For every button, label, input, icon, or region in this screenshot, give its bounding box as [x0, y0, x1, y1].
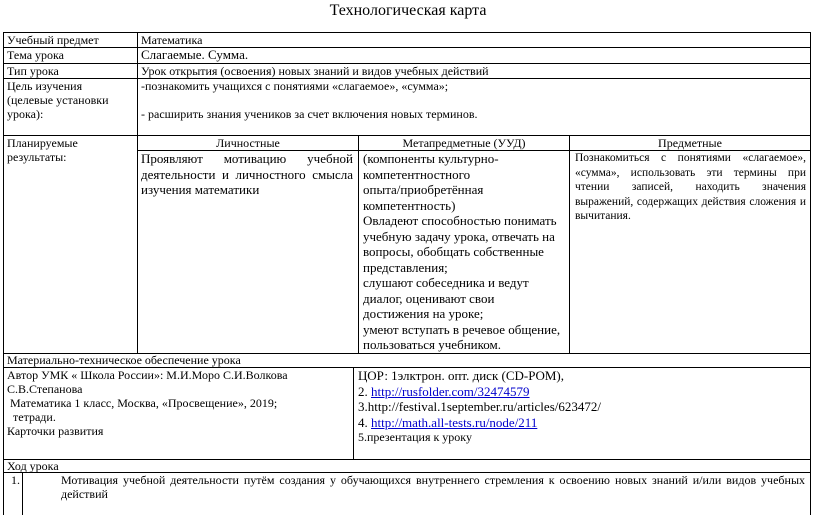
- meta-line: пользоваться учебником.: [363, 337, 501, 352]
- course-item-number: 1.: [11, 473, 20, 487]
- meta-line: Овладеют способностью понимать: [363, 213, 557, 228]
- subject-value: Математика: [141, 33, 203, 47]
- goal-line: -познакомить учащихся с понятиями «слагаемое», «сумма»;: [141, 79, 449, 93]
- meta-line: слушают собеседника и ведут: [363, 275, 529, 290]
- goal-label: [4, 79, 137, 121]
- materials-right-line: ЦОР: 1элктрон. опт. диск (CD-POM),: [358, 368, 564, 383]
- meta-line: достижения на уроке;: [363, 306, 484, 321]
- materials-right-line: 3.http://festival.1september.ru/articles/623472/: [358, 399, 601, 414]
- materials-left: [4, 368, 353, 438]
- materials-left-line: Математика 1 класс, Москва, «Просвещение», 2019;: [7, 396, 278, 410]
- materials-right-line: [358, 384, 807, 400]
- results-label: [4, 136, 137, 164]
- personal-results: Проявляют мотивацию учебной деятельности и личностного смысла изучения математики: [141, 151, 353, 197]
- meta-line: диалог, оценивают свои: [363, 290, 495, 306]
- header-subject: Предметные: [658, 136, 722, 150]
- materials-left-line: Автор УМК « Школа России»: М.И.Моро С.И.Волкова: [7, 368, 288, 382]
- goal-line: - расширить знания учеников за счет включения новых терминов.: [141, 107, 478, 121]
- header-meta: Метапредметные (УУД): [402, 136, 526, 150]
- goal-label-line: Цель изучения: [7, 79, 83, 93]
- lesson-type-label: Тип урока: [7, 64, 59, 78]
- materials-left-line: С.В.Степанова: [7, 382, 83, 396]
- course-heading: Ход урока: [7, 459, 59, 473]
- rusfolder-link[interactable]: http://rusfolder.com/32474579: [371, 383, 530, 399]
- list-prefix: 2.: [358, 383, 371, 399]
- goal-value: [138, 79, 810, 121]
- materials-right-line: [358, 415, 807, 431]
- list-prefix: 4.: [358, 414, 371, 430]
- lesson-type-value: Урок открытия (освоения) новых знаний и видов учебных действий: [141, 64, 489, 78]
- materials-left-line: Карточки развития: [7, 424, 104, 438]
- topic-value: Слагаемые. Сумма.: [141, 47, 249, 62]
- meta-line: вопросы, обобщать собственные: [363, 244, 544, 259]
- meta-line: умеют вступать в речевое общение,: [363, 321, 561, 337]
- meta-line: представления;: [363, 259, 448, 275]
- header-personal: Личностные: [216, 136, 280, 150]
- meta-line: компетентность): [363, 197, 456, 213]
- materials-left-line: тетради.: [7, 410, 56, 424]
- meta-results: [359, 151, 569, 353]
- results-label-line: Планируемые: [7, 136, 78, 150]
- goal-label-line: урока):: [7, 107, 44, 121]
- subject-label: Учебный предмет: [7, 33, 99, 47]
- goal-label-line: (целевые установки: [7, 93, 109, 107]
- meta-line: (компоненты культурно-: [363, 151, 499, 166]
- subject-results: Познакомиться с понятиями «слагаемое», «сумма», использовать эти термины при чтении записей, находить значения выражений, содержащих действия сложения и вычитания.: [575, 152, 806, 222]
- course-item-text: Мотивация учебной деятельности путём создания у обучающихся внутреннего стремления к освоению новых знаний и/или видов учебных действий: [61, 473, 805, 501]
- page-title: Технологическая карта: [329, 2, 487, 19]
- math-tests-link[interactable]: http://math.all-tests.ru/node/211: [371, 414, 538, 430]
- results-label-line: результаты:: [7, 150, 67, 164]
- table-border-right: [810, 32, 811, 515]
- meta-line: опыта/приобретённая: [363, 182, 484, 197]
- meta-line: учебную задачу урока, отвечать на: [363, 228, 555, 244]
- materials-right: [354, 368, 810, 446]
- topic-label: Тема урока: [7, 48, 65, 62]
- materials-right-line: 5.презентация к уроку: [358, 430, 472, 444]
- meta-line: компетентностного: [363, 166, 471, 182]
- materials-heading: Материально-техническое обеспечение урока: [7, 353, 241, 367]
